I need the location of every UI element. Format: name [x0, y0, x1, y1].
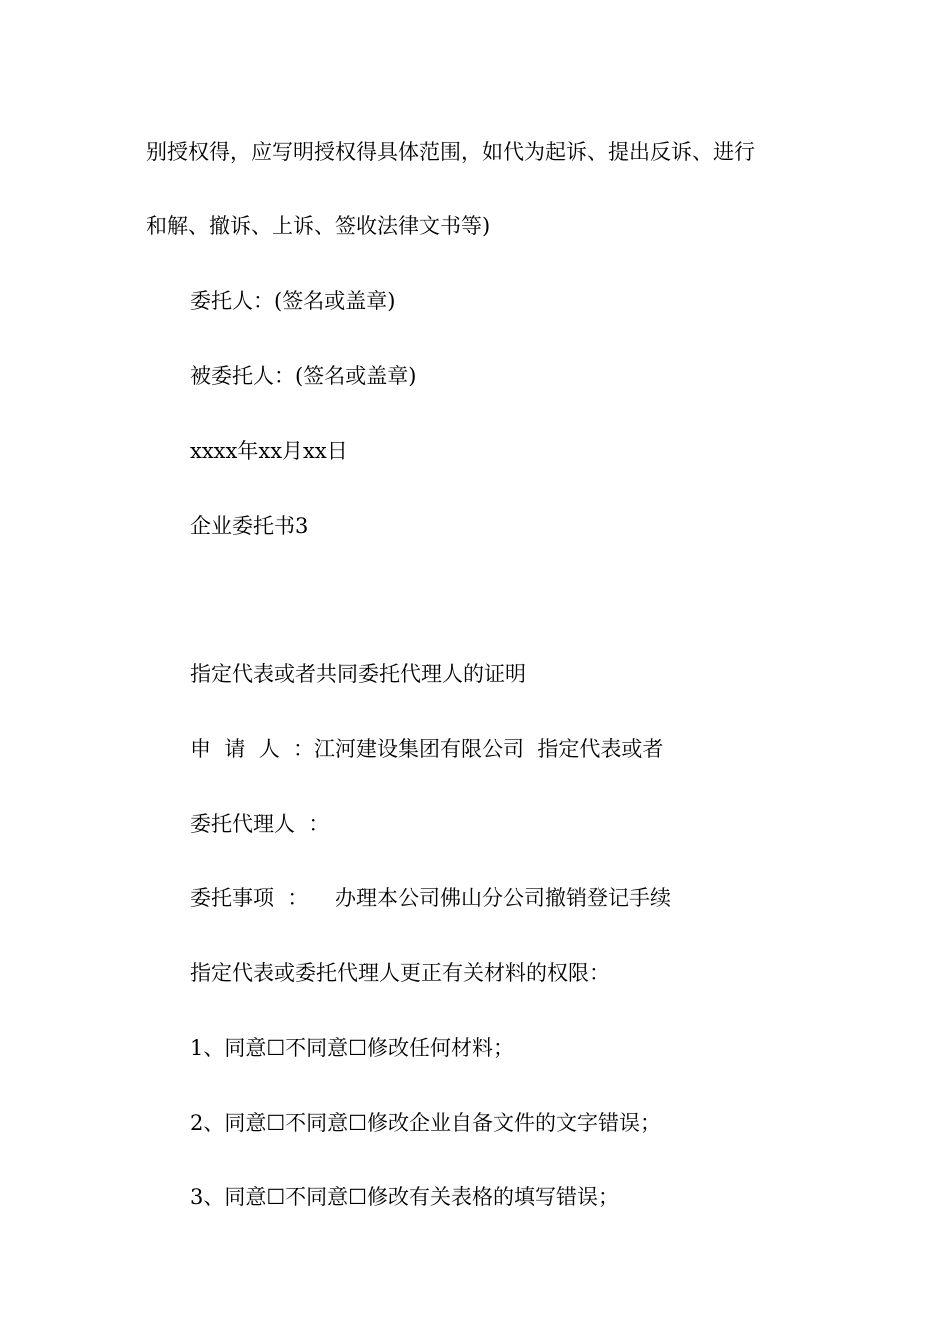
- permission-item: 3、同意☐不同意☐修改有关表格的填写错误；: [190, 1185, 620, 1209]
- text-line: 委托人：(签名或盖章): [190, 289, 396, 313]
- certificate-title: 指定代表或者共同委托代理人的证明: [190, 662, 526, 686]
- text-line: 被委托人：(签名或盖章): [190, 364, 417, 388]
- matter-line: 委托事项 ： 办理本公司佛山分公司撤销登记手续: [190, 886, 672, 910]
- section-heading: 企业委托书3: [190, 514, 309, 538]
- text-line: 别授权得，应写明授权得具体范围，如代为起诉、提出反诉、进行: [146, 140, 755, 164]
- agent-line: 委托代理人 ：: [190, 812, 330, 836]
- permission-item: 1、同意☐不同意☐修改任何材料；: [190, 1036, 515, 1060]
- permission-heading: 指定代表或委托代理人更正有关材料的权限：: [190, 961, 610, 985]
- applicant-line: 申 请 人 ：江河建设集团有限公司 指定代表或者: [190, 737, 664, 761]
- permission-item: 2、同意☐不同意☐修改企业自备文件的文字错误；: [190, 1111, 662, 1135]
- text-line: 和解、撤诉、上诉、签收法律文书等): [146, 214, 491, 238]
- date-line: xxxx年xx月xx日: [190, 439, 348, 463]
